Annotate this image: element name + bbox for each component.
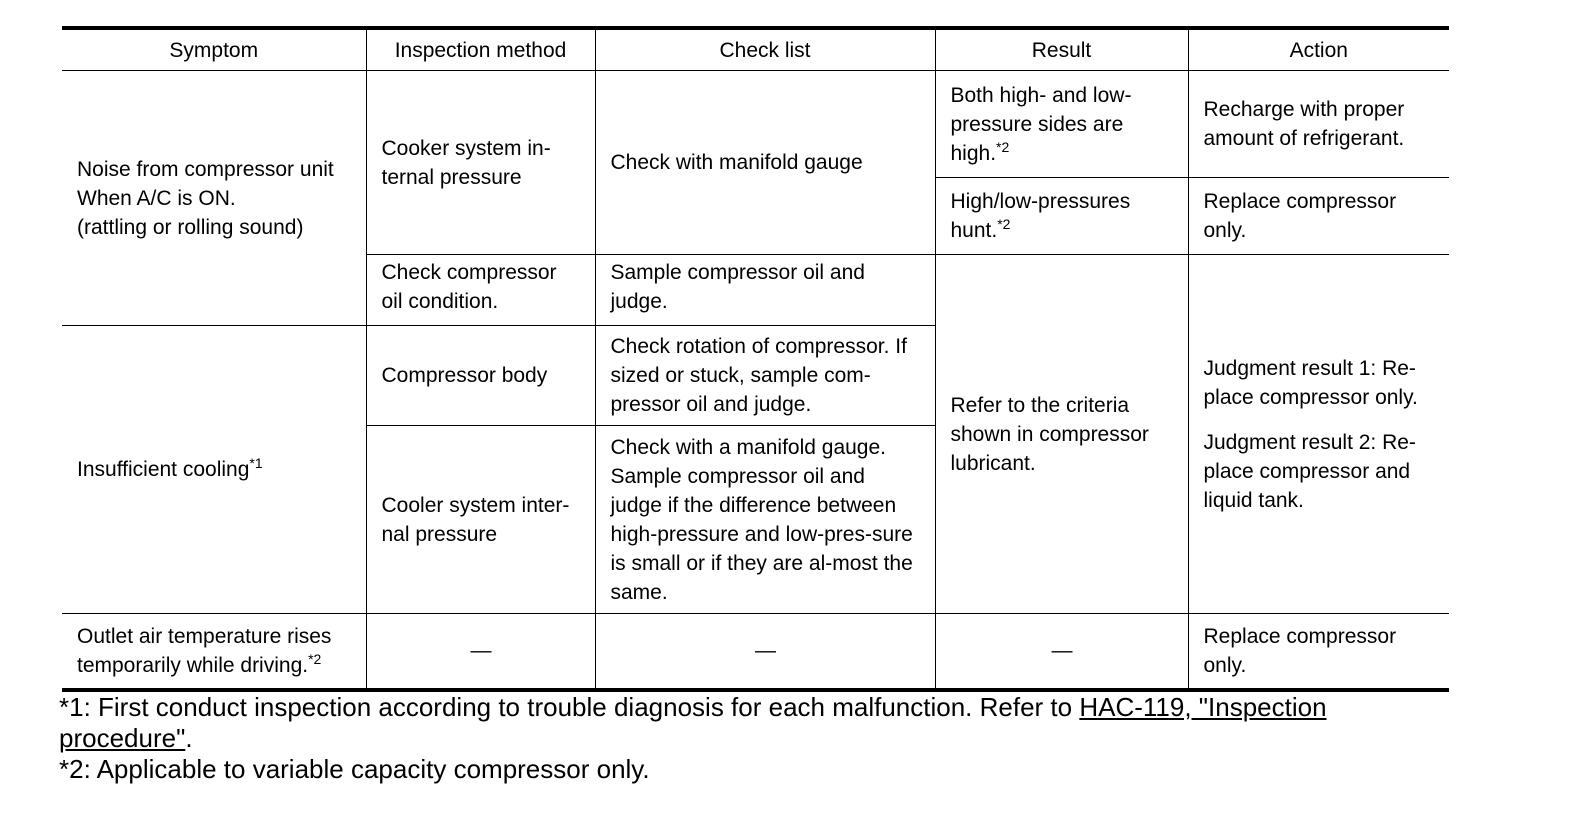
method-oil-condition: Check compressor oil condition. [366, 255, 595, 326]
footnote-ref: *2 [996, 138, 1010, 155]
check-manifold-difference: Check with a manifold gauge. Sample compressor oil and judge if the difference between high-pressure and low-pres-sure is small or if they are al-most the same. [595, 426, 935, 614]
result-pressures-hunt: High/low-pressures hunt.$^{*2}$ [935, 178, 1188, 255]
symptom-noise-line1: Noise from compressor unit [77, 157, 334, 181]
check-none: — [595, 614, 935, 690]
footnote-ref: *2 [997, 216, 1011, 232]
method-cooler-pressure: Cooler system inter-nal pressure [366, 426, 595, 614]
footnote-ref: *1 [249, 455, 263, 471]
check-rotation: Check rotation of compressor. If sized or stuck, sample com-pressor oil and judge. [595, 326, 935, 426]
symptom-outlet-air: Outlet air temperature rises temporarily while driving.$^{*2}$ [62, 614, 366, 690]
footnote-1: *1: First conduct inspection according to trouble diagnosis for each malfunction. Refer to HAC-119, "Inspection procedure". [59, 692, 1327, 753]
check-sample-oil: Sample compressor oil and judge. [595, 255, 935, 326]
action-replace-compressor-outlet: Replace compressor only. [1188, 614, 1449, 690]
symptom-insufficient-cooling: Insufficient cooling$^{*1}$ [62, 326, 366, 614]
method-none: — [366, 614, 595, 690]
symptom-noise-cell [62, 71, 366, 326]
header-inspection-method: Inspection method [366, 28, 595, 71]
method-compressor-body: Compressor body [366, 326, 595, 426]
action-replace-compressor: Replace compressor only. [1188, 178, 1449, 255]
header-check-list: Check list [595, 28, 935, 71]
hac-119-link[interactable]: HAC-119, "Inspection procedure" [59, 692, 1327, 753]
result-both-high: Both high- and low-pressure sides are high.$^{*2}$ [935, 71, 1188, 178]
header-result: Result [935, 28, 1188, 71]
footnotes [59, 692, 1459, 785]
table-row [62, 71, 1449, 178]
footnote-2: *2: Applicable to variable capacity compressor only. [59, 754, 650, 784]
result-refer-criteria: Refer to the criteria shown in compressor lubricant. [935, 255, 1188, 614]
footnote-ref: *2 [308, 650, 322, 667]
symptom-noise-line3: (rattling or rolling sound) [77, 215, 304, 239]
action-judgment-2: Judgment result 2: Re-place compressor and liquid tank. [1203, 430, 1416, 512]
result-none: — [935, 614, 1188, 690]
check-manifold-gauge: Check with manifold gauge [595, 71, 935, 255]
header-symptom: Symptom [62, 28, 366, 71]
diagnosis-table [62, 26, 1449, 692]
table-row [62, 614, 1449, 690]
symptom-noise-line2: When A/C is ON. [77, 186, 236, 210]
method-cooker-pressure: Cooker system in-ternal pressure [366, 71, 595, 255]
header-action: Action [1188, 28, 1449, 71]
action-recharge: Recharge with proper amount of refrigerant. [1188, 71, 1449, 178]
action-judgment-results [1188, 255, 1449, 614]
action-judgment-1: Judgment result 1: Re-place compressor only. [1203, 356, 1418, 409]
table-header-row [62, 28, 1449, 71]
